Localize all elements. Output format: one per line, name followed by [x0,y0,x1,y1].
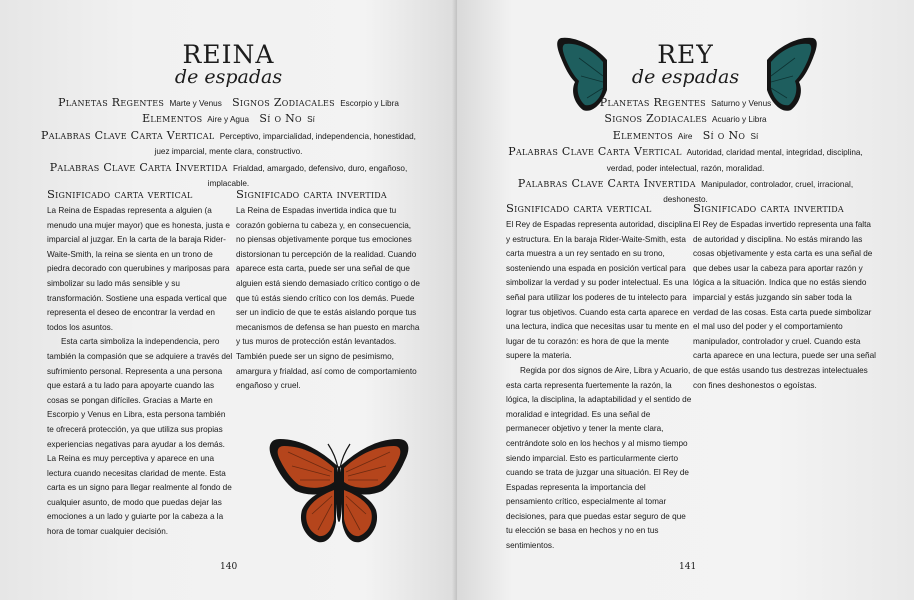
meta-keywords-upright [497,144,874,176]
meta-line-1 [497,95,874,111]
kw-upright-value: Autoridad, claridad mental, integridad, disciplina, verdad, poder intelectual, razón, moralidad. [606,148,863,173]
reversed-paragraph-1: El Rey de Espadas invertido representa una falta de autoridad y disciplina. No estás mirando las cosas objetivamente y esta carta es una señal de que debes usar la cabeza para aportar razón y lógica a la situación. Indica que no estás siendo imparcial y estás juzgando sin saber toda la verdad de las cosas. Esta carta puede simbolizar el mal uso del poder y el comportamiento manipulador, controlador y cruel. Cuando esta carta aparece en una lectura, puede ser una señal de que estás usando tus destrezas intelectuales con fines deshonestos o egoístas. [693,220,876,390]
page-number: 140 [220,562,238,572]
orange-butterfly-icon [266,434,412,546]
page-subtitle: de espadas [174,66,283,88]
kw-upright-label: Palabras Clave Carta Vertical [41,128,215,142]
yesno-label: Sí o No [702,128,746,142]
upright-paragraph-1: El Rey de Espadas representa autoridad, disciplina y estructura. En la baraja Rider-Waite-Smith, esta carta muestra a un rey sentado en su trono, sosteniendo una espada en posición vertical para simbolizar la verdad y su poder intelectual. Es una señal para utilizar los poderes de tu intelecto para lograr tus objetivos. Cuando esta carta aparece en una lectura, indica que necesitas usar tu mente en lugar de tu corazón: es hora de que la mente supere la materia. [506,220,692,361]
kw-upright-value: Perceptivo, imparcialidad, independencia, honestidad, juez imparcial, mente clara, constructivo. [154,131,416,157]
card-meta [497,95,874,208]
upright-column [47,187,233,540]
upright-paragraph-2: Esta carta simboliza la independencia, pero también la compasión que se adquiere a través del sufrimiento personal. Representa a una persona que estará a tu lado para apoyarte cuando las cosas se pongan difíciles. Gracias a Marte en Escorpio y Venus en Libra, esta persona también te ofrecerá protección, ya que utiliza sus propias experiencias negativas para ayudar a los demás. La Reina es muy perceptiva y aparece en una lectura cuando necesitas claridad de mente. Esta carta es un signo para llegar realmente al fondo de cualquier asunto, de modo que puedas dejar las emociones a un lado y guiarte por la cabeza a la hora de tomar cualquier decisión. [47,337,233,537]
kw-reversed-label: Palabras Clave Carta Invertida [49,160,228,174]
kw-reversed-value: Frialdad, amargado, defensivo, duro, engañoso, implacable. [207,163,408,189]
planets-label: Planetas Regentes [599,96,706,109]
card-meta [40,95,417,191]
yesno-label: Sí o No [259,112,302,126]
meta-line-3 [497,128,874,144]
elements-label: Elementos [612,128,674,142]
meta-keywords-upright [40,128,417,160]
kw-reversed-value: Manipulador, controlador, cruel, irracional, deshonesto. [663,180,854,205]
reversed-heading: Significado carta invertida [693,201,844,215]
reversed-column [236,187,422,394]
upright-paragraph-2: Regida por dos signos de Aire, Libra y Acuario, esta carta representa fuertemente la razón, la lógica, la disciplina, la adaptabilidad y el sentido de moralidad e integridad. Es una señal de permanecer objetivo y tener la mente clara, centrándote solo en los hechos y al mismo tiempo siendo imparcial. Esto es particularmente cierto cuando se trata de juzgar una situación. El Rey de Espadas representa la importancia del pensamiento crítico, especialmente al tomar decisiones, para que puedas estar seguro de que tu elección se basa en hechos y no en tus sentimientos. [506,365,692,551]
elements-value: Aire [677,131,693,141]
elements-label: Elementos [142,112,203,126]
upright-heading: Significado carta vertical [47,187,193,201]
reversed-paragraph-1: La Reina de Espadas invertida indica que tu corazón gobierna tu cabeza y, en consecuencia, no piensas objetivamente porque tus emociones distorsionan tu percepción de la realidad. Cuando aparece esta carta, puede ser una señal de que alguien está siendo demasiado crítico contigo o de que tú estás siendo crítico con los demás. Puede ser un indicio de que te estás aislando porque tus mecanismos de defensa se han puesto en marcha y tus muros de protección están levantados. También puede ser un signo de pesimismo, amargura y frialdad, así como de comportamiento engañoso y cruel. [236,206,420,391]
upright-heading: Significado carta vertical [506,201,652,215]
planets-value: Marte y Venus [169,99,222,108]
page-number: 141 [679,562,697,572]
page-subtitle: de espadas [631,66,740,88]
kw-upright-label: Palabras Clave Carta Vertical [508,145,682,159]
yesno-value: Sí [750,131,759,141]
elements-value: Aire y Agua [207,115,250,125]
yesno-value: Sí [307,115,315,125]
page-title: REY [657,40,714,69]
meta-line-2 [497,111,874,127]
signs-label: Signos Zodiacales [604,112,708,126]
meta-line-1 [40,95,417,111]
signs-value: Escorpio y Libra [340,99,399,108]
reversed-heading: Significado carta invertida [236,187,387,201]
signs-value: Acuario y Libra [712,115,767,125]
planets-label: Planetas Regentes [58,96,165,109]
kw-reversed-label: Palabras Clave Carta Invertida [517,177,696,191]
reversed-column [693,201,879,393]
page-title: REINA [182,40,275,69]
upright-column [506,201,692,554]
signs-label: Signos Zodiacales [232,96,335,109]
upright-paragraph-1: La Reina de Espadas representa a alguien (a menudo una mujer mayor) que es honesta, justa e imparcial al juzgar. En la carta de la baraja Rider-Waite-Smith, la reina se sienta en un trono de piedra decorado con querubines y mariposas para simbolizar su lado más sensible y su transformación. Sostiene una espada vertical que representa el deseo de encontrar la verdad en todos los asuntos. [47,206,230,332]
right-page [457,0,914,600]
planets-value: Saturno y Venus [711,99,772,108]
meta-line-2 [40,111,417,127]
